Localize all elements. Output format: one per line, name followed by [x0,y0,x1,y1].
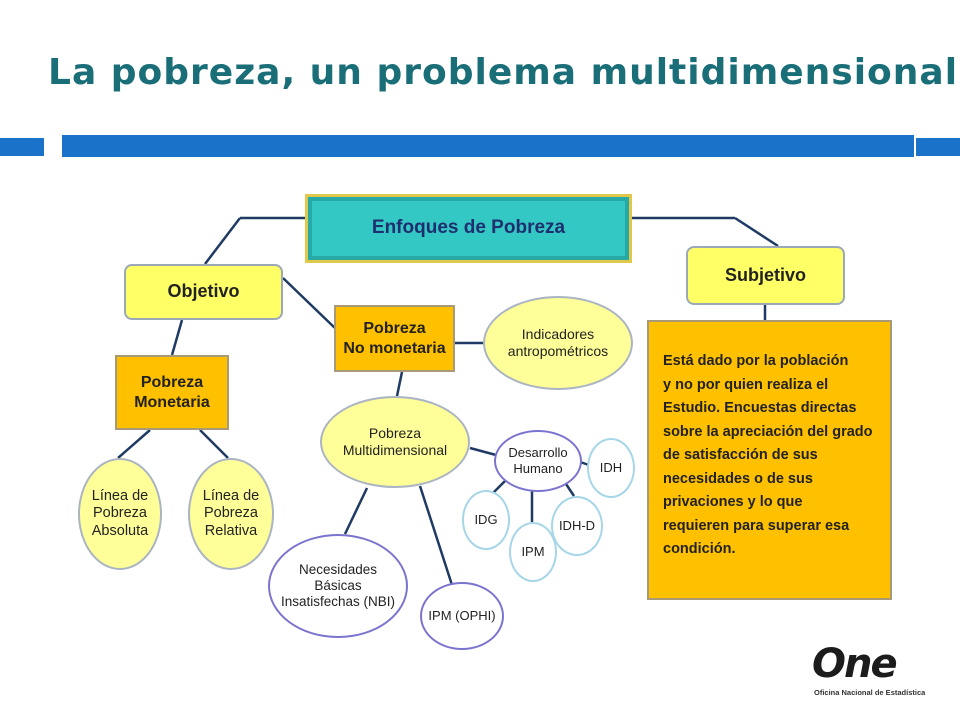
edge-nomonetaria-multi [397,372,402,396]
node-ipm: IPM [509,522,557,582]
node-indicadores-antropometricos: Indicadores antropométricos [483,296,633,390]
one-logo-subtitle: Oficina Nacional de Estadística [814,688,926,697]
node-nbi: Necesidades Básicas Insatisfechas (NBI) [268,534,408,638]
node-enfoques-de-pobreza: Enfoques de Pobreza [305,194,632,263]
node-pobreza-no-monetaria: Pobreza No monetaria [334,305,455,372]
one-logo-mark: One [812,641,896,687]
edge-root-objetivo-2 [205,218,240,264]
edge-multi-nbi [345,488,367,534]
edge-objetivo-monetaria [172,320,182,355]
node-subjetivo-description: Está dado por la población y no por quien realiza el Estudio. Encuestas directas sobre la apreciación del grado de satisfacción de sus necesidades o de sus privaciones y lo que requieren para superar esa condición. [647,320,892,600]
node-pobreza-multidimensional: Pobreza Multidimensional [320,396,470,488]
node-idh-d: IDH-D [551,496,603,556]
node-ipm-ophi: IPM (OPHI) [420,582,504,650]
edge-objetivo-nomonetaria [283,278,337,330]
edge-root-subjetivo-2 [735,218,778,246]
node-linea-pobreza-relativa: Línea de Pobreza Relativa [188,458,274,570]
node-subjetivo: Subjetivo [686,246,845,305]
one-logo [812,642,930,700]
node-objetivo: Objetivo [124,264,283,320]
node-idg: IDG [462,490,510,550]
edge-desarrollo-idhd [566,484,574,496]
slide-title: La pobreza, un problema multidimensional [48,52,959,93]
node-desarrollo-humano: Desarrollo Humano [494,430,582,492]
edge-multi-ipmophi [420,486,452,585]
node-linea-pobreza-absoluta: Línea de Pobreza Absoluta [78,458,162,570]
edge-monetaria-absoluta [118,430,150,458]
edge-monetaria-relativa [200,430,228,458]
node-idh: IDH [587,438,635,498]
node-pobreza-monetaria: Pobreza Monetaria [115,355,229,430]
edge-multi-desarrollo [470,448,496,455]
